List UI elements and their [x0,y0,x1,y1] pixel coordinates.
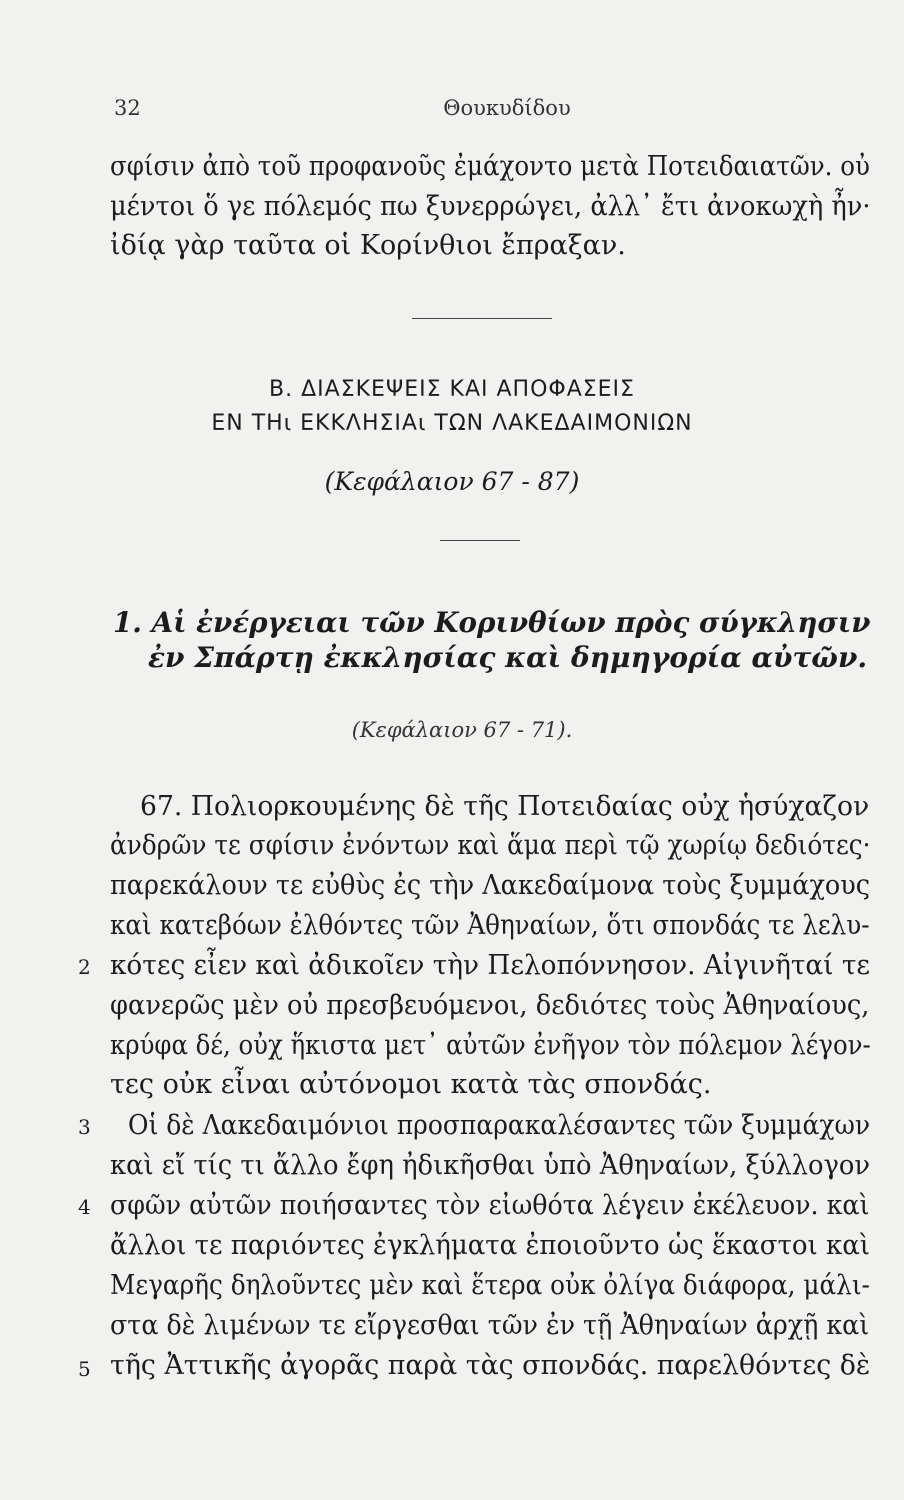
body-line: κρύφα δέ, οὐχ ἥκιστα μετ᾽ αὐτῶν ἐνῆγον τὸν πόλεμον λέγον- [110,1030,871,1061]
body-line: στα δὲ λιμένων τε εἴργεσθαι τῶν ἐν τῇ Ἀθηναίων ἀρχῇ καὶ [110,1310,870,1341]
body-line: κότες εἶεν καὶ ἀδικοῖεν τὴν Πελοπόννησον. Αἰγινῆταί τε [110,950,871,981]
margin-number: 5 [78,1357,91,1381]
margin-number: 2 [78,955,91,979]
intro-line: ἰδίᾳ γὰρ ταῦτα οἱ Κορίνθιοι ἔπραξαν. [110,230,626,261]
section-heading-line: Β. ΔΙΑΣΚΕΨΕΙΣ ΚΑΙ ΑΠΟΦΑΣΕΙΣ [269,377,635,402]
page-number: 32 [114,96,141,120]
body-line: σφῶν αὐτῶν ποιήσαντες τὸν εἰωθότα λέγειν ἐκέλευον. καὶ [110,1190,870,1221]
margin-number: 4 [78,1195,91,1219]
running-head [110,96,844,126]
body-line: φανερῶς μὲν οὐ πρεσβευόμενοι, δεδιότες τοὺς Ἀθηναίους, [110,990,870,1021]
body-line: 67. Πολιορκουμένης δὲ τῆς Ποτειδαίας οὐχ ἡσύχαζον [140,791,870,822]
body-line: Μεγαρῆς δηλοῦντες μὲν καὶ ἕτερα οὐκ ὀλίγα διάφορα, μάλι- [110,1270,870,1301]
subsection-title-line: ἐν Σπάρτῃ ἐκκλησίας καὶ δημηγορία αὐτῶν. [148,641,868,674]
intro-line: σφίσιν ἀπὸ τοῦ προφανοῦς ἐμάχοντο μετὰ Ποτειδαιατῶν. οὐ [110,151,870,182]
chapter-reference: (Κεφάλαιον 67 - 87) [324,467,580,496]
intro-line: μέντοι ὅ γε πόλεμός πω ξυνερρώγει, ἀλλ᾽ ἔτι ἀνοκωχὴ ἦν· [110,191,871,222]
body-line: ἄλλοι τε παριόντες ἐγκλήματα ἐποιοῦντο ὡς ἕκαστοι καὶ [110,1230,870,1261]
body-line: καὶ κατεβόων ἐλθόντες τῶν Ἀθηναίων, ὅτι σπονδάς τε λελυ- [110,910,870,941]
body-line: τῆς Ἀττικῆς ἀγορᾶς παρὰ τὰς σπονδάς. παρελθόντες δὲ [110,1350,871,1381]
section-heading-line: ΕΝ ΤΗι ΕΚΚΛΗΣΙΑι ΤΩΝ ΛΑΚΕΔΑΙΜΟΝΙΩΝ [211,411,693,436]
body-line: ἀνδρῶν τε σφίσιν ἐνόντων καὶ ἅμα περὶ τῷ χωρίῳ δεδιότες· [110,830,871,861]
running-title: Θουκυδίδου [443,96,571,120]
body-line: Οἱ δὲ Λακεδαιμόνιοι προσπαρακαλέσαντες τῶν ξυμμάχων [128,1110,871,1141]
subsection-reference: (Κεφάλαιον 67 - 71). [351,718,573,742]
separator-rule [412,318,552,319]
body-line: καὶ εἴ τίς τι ἄλλο ἔφη ἠδικῆσθαι ὑπὸ Ἀθηναίων, ξύλλογον [110,1150,871,1181]
body-line: παρεκάλουν τε εὐθὺς ἐς τὴν Λακεδαίμονα τοὺς ξυμμάχους [110,870,871,901]
separator-rule [440,540,520,541]
body-line: τες οὐκ εἶναι αὐτόνομοι κατὰ τὰς σπονδάς. [110,1069,712,1100]
subsection-title-line: 1. Αἱ ἐνέργειαι τῶν Κορινθίων πρὸς σύγκλησιν [113,606,871,639]
margin-number: 3 [78,1115,91,1139]
